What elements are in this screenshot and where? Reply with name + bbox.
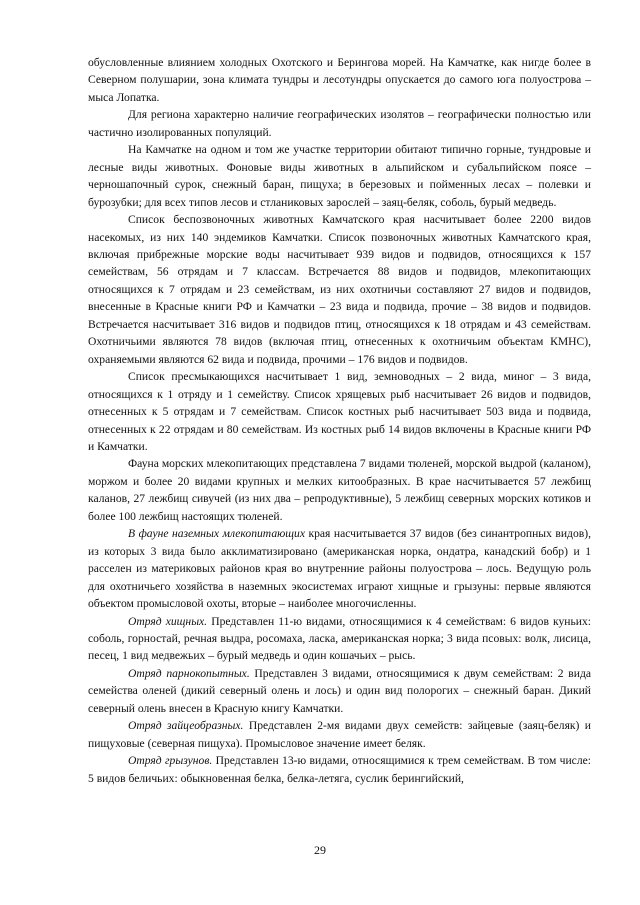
page-number: 29 — [314, 843, 326, 857]
paragraph-5: Список пресмыкающихся насчитывает 1 вид, земноводных – 2 вида, миног – 3 вида, относящихся к 1 отряду и 1 семейству. Список хрящевых рыб насчитывает 26 видов и подвидов, отнесенных к 5 отрядам и 7 семействам. Список костных рыб насчитывает 503 вида и подвида, отнесенных к 22 отрядам и 80 семействам. Из костных рыб 14 видов включены в Красные книги РФ и Камчатки. — [88, 370, 591, 453]
italic-lead: Отряд грызунов. — [128, 754, 213, 768]
paragraph-8: Отряд хищных. Представлен 11-ю видами, относящимися к 4 семействам: 6 видов куньих: соболь, горностай, речная выдра, росомаха, ласка, американская норка; 3 вида псовых: волк, лисица, песец, 1 вид медвежьих – бурый медведь и один кошачьих – рысь. — [88, 614, 591, 663]
italic-lead: Отряд зайцеобразных. — [128, 719, 244, 733]
paragraph-3: На Камчатке на одном и том же участке территории обитают типично горные, тундровые и лесные виды животных. Фоновые виды животных в альпийском и субальпийском поясе – черношапочный сурок, снежный баран, пищуха; в березовых и пойменных лесах – полевки и бурозубки; для всех типов лесов и стланиковых зарослей – заяц-беляк, соболь, бурый медведь. — [88, 143, 591, 209]
paragraph-1: обусловленные влиянием холодных Охотского и Берингова морей. На Камчатке, как нигде более в Северном полушарии, зона климата тундры и лесотундры опускается до самого юга полуострова – мыса Лопатка. — [88, 56, 591, 104]
italic-lead: В фауне наземных млекопитающих — [128, 527, 305, 541]
paragraph-10: Отряд зайцеобразных. Представлен 2-мя видами двух семейств: зайцевые (заяц-беляк) и пищуховые (северная пищуха). Промысловое значение имеет беляк. — [88, 719, 591, 750]
paragraph-11: Отряд грызунов. Представлен 13-ю видами, относящимися к трем семействам. В том числе: 5 видов беличьих: обыкновенная белка, белка-летяга, суслик берингийский, — [88, 754, 591, 785]
italic-lead: Отряд хищных. — [128, 614, 208, 628]
paragraph-7: В фауне наземных млекопитающих края насчитывается 37 видов (без синантропных видов), из которых 3 вида было акклиматизировано (американская норка, ондатра, канадский бобр) и 1 расселен из материковых районов края во внутренние районы полуострова – лось. Ведущую роль для охотничьего хозяйства в наземных экосистемах играют хищные и грызуны: первые являются объектом промысловой охоты, вторые – наиболее многочисленны. — [88, 527, 591, 611]
italic-lead: Отряд парнокопытных. — [128, 666, 250, 680]
paragraph-6: Фауна морских млекопитающих представлена 7 видами тюленей, морской выдрой (каланом), моржом и более 20 видами крупных и мелких китообразных. В крае насчитывается 57 лежбищ каланов, 27 лежбищ сивучей (из них два – репродуктивные), 5 лежбищ северных морских котиков и более 100 лежбищ настоящих тюленей. — [88, 457, 591, 523]
body-text — [88, 54, 591, 787]
paragraph-9: Отряд парнокопытных. Представлен 3 видами, относящимися к двум семействам: 2 вида семейства оленей (дикий северный олень и лось) и один вид полорогих – снежный баран. Дикий северный олень внесен в Красную книгу Камчатки. — [88, 666, 591, 715]
paragraph-2: Для региона характерно наличие географических изолятов – географически полностью или частично изолированных популяций. — [88, 108, 591, 139]
paragraph-4: Список беспозвоночных животных Камчатского края насчитывает более 2200 видов насекомых, из них 140 эндемиков Камчатки. Список позвоночных животных Камчатского края, включая прибрежные морские воды насчитывает 939 видов и подвидов, относящихся к 157 семействам, 56 отрядам и 7 классам. Встречается 88 видов и подвидов, млекопитающих относящихся к 7 отрядам и 23 семействам, из них охотничьи составляют 27 видов и подвидов, внесенные в Красные книги РФ и Камчатки – 23 вида и подвида, прочие – 38 видов и подвидов. Встречается насчитывает 316 видов и подвидов птиц, относящихся к 18 отрядам и 43 семействам. Охотничьими являются 78 видов (включая птиц, отнесенных к охотничьим объектам КМНС), охраняемыми являются 62 вида и подвида, прочими – 176 видов и подвидов. — [88, 213, 591, 366]
